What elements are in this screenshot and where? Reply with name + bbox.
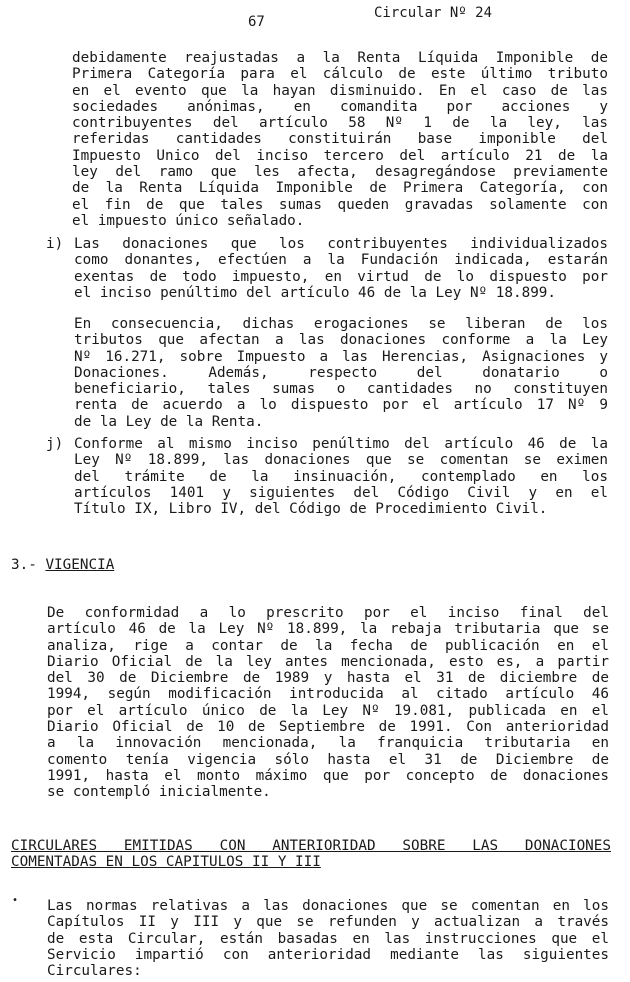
vigencia-paragraph bbox=[47, 605, 609, 801]
text-line: del 30 de Diciembre de 1989 y hasta el 31 de diciembre de bbox=[47, 670, 609, 687]
section-3-number: 3.- bbox=[11, 557, 37, 573]
text-line: debidamente reajustadas a la Renta Líquida Imponible de bbox=[72, 50, 608, 66]
item-i-paragraph-1 bbox=[74, 236, 608, 301]
text-line: a la innovación mencionada, la franquicia tributaria en bbox=[47, 735, 609, 752]
text-line: Las normas relativas a las donaciones que se comentan en los bbox=[47, 898, 609, 914]
text-line: COMENTADAS EN LOS CAPITULOS II Y III bbox=[11, 854, 321, 871]
bullet-marker: • bbox=[12, 895, 19, 906]
text-line: Diario Oficial de 10 de Septiembre de 1991. Con anterioridad bbox=[47, 719, 609, 736]
section-3-title: VIGENCIA bbox=[45, 557, 115, 573]
intro-paragraph bbox=[72, 50, 608, 229]
text-line: el fin de que tales sumas queden gravadas solamente con bbox=[72, 196, 608, 213]
item-i-paragraph-2 bbox=[74, 316, 608, 430]
text-line: artículos 1401 y siguientes del Código Civil y en el bbox=[74, 484, 608, 501]
text-line: Primera Categoría para el cálculo de este último tributo bbox=[72, 66, 608, 83]
text-line: el inciso penúltimo del artículo 46 de la Ley Nº 18.899. bbox=[74, 284, 557, 301]
text-line: En consecuencia, dichas erogaciones se liberan de los bbox=[74, 316, 608, 332]
text-line: analiza, rige a contar de la fecha de publicación en el bbox=[47, 637, 609, 654]
text-line: Diario Oficial de la ley antes mencionada, esto es, a partir bbox=[47, 653, 609, 670]
text-line: Impuesto Unico del inciso tercero del artículo 21 de la bbox=[72, 147, 608, 164]
text-line: el impuesto único señalado. bbox=[72, 212, 305, 229]
text-line: 1994, según modificación introducida al citado artículo 46 bbox=[47, 686, 609, 703]
text-line: del trámite de la insinuación, contemplado en los bbox=[74, 468, 608, 485]
text-line: referidas cantidades constituirán base imponible del bbox=[72, 131, 608, 148]
section-3-heading bbox=[11, 557, 114, 573]
text-line: exentas de todo impuesto, en virtud de lo dispuesto por bbox=[74, 268, 608, 285]
item-j-paragraph bbox=[74, 436, 608, 517]
text-line: 1991, hasta el monto máximo que por concepto de donaciones bbox=[47, 767, 609, 784]
text-line: Nº 16.271, sobre Impuesto a las Herencias, Asignaciones y bbox=[74, 348, 608, 365]
text-line: se contempló inicialmente. bbox=[47, 784, 271, 801]
text-line: en el evento que la hayan disminuido. En el caso de las bbox=[72, 82, 608, 99]
page-number: 67 bbox=[248, 14, 265, 30]
text-line: Circulares: bbox=[47, 963, 142, 980]
item-i-marker: i) bbox=[46, 236, 64, 252]
text-line: comento tenía vigencia sólo hasta el 31 de Diciembre de bbox=[47, 751, 609, 768]
text-line: contribuyentes del artículo 58 Nº 1 de la ley, las bbox=[72, 115, 608, 132]
item-j-marker: j) bbox=[46, 436, 64, 452]
text-line: Servicio impartió con anterioridad mediante las siguientes bbox=[47, 946, 609, 963]
text-line: artículo 46 de la Ley Nº 18.899, la rebaja tributaria que se bbox=[47, 621, 609, 638]
text-line: de esta Circular, están basadas en las instrucciones que el bbox=[47, 930, 609, 947]
text-line: Conforme al mismo inciso penúltimo del artículo 46 de la bbox=[74, 436, 608, 452]
text-line: Donaciones. Además, respecto del donatario o bbox=[74, 364, 608, 381]
text-line: Capítulos II y III y que se refunden y actualizan a través bbox=[47, 914, 609, 931]
text-line: De conformidad a lo prescrito por el inciso final del bbox=[47, 605, 609, 621]
text-line: como donantes, efectúen a la Fundación indicada, estarán bbox=[74, 252, 608, 269]
text-line: renta de acuerdo a lo dispuesto por el artículo 17 Nº 9 bbox=[74, 397, 608, 414]
final-paragraph bbox=[47, 898, 609, 979]
text-line: Las donaciones que los contribuyentes individualizados bbox=[74, 236, 608, 252]
text-line: de la Ley de la Renta. bbox=[74, 413, 264, 430]
text-line: CIRCULARES EMITIDAS CON ANTERIORIDAD SOBRE LAS DONACIONES bbox=[11, 838, 611, 854]
text-line: Título IX, Libro IV, del Código de Procedimiento Civil. bbox=[74, 501, 548, 518]
circulares-heading bbox=[11, 838, 611, 871]
text-line: beneficiario, tales sumas o cantidades no constituyen bbox=[74, 381, 608, 398]
circular-number: Circular Nº 24 bbox=[374, 5, 493, 21]
text-line: por el artículo único de la Ley Nº 19.081, publicada en el bbox=[47, 702, 609, 719]
text-line: sociedades anónimas, en comandita por acciones y bbox=[72, 98, 608, 115]
text-line: Ley Nº 18.899, las donaciones que se comentan se eximen bbox=[74, 452, 608, 469]
text-line: ley del ramo que les afecta, desagregándose previamente bbox=[72, 164, 608, 181]
text-line: tributos que afectan a las donaciones conforme a la Ley bbox=[74, 332, 608, 349]
text-line: de la Renta Líquida Imponible de Primera Categoría, con bbox=[72, 180, 608, 197]
